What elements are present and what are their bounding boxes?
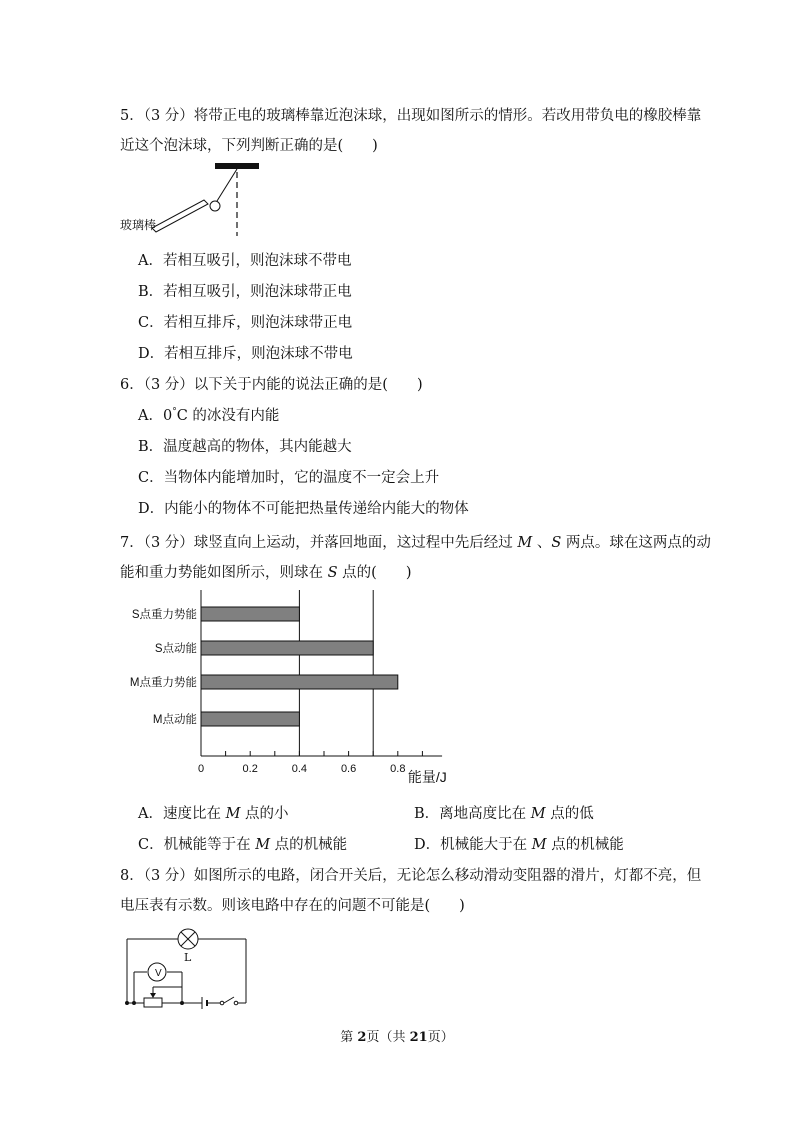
category-label: S点动能 (154, 643, 197, 655)
switch-icon (224, 997, 234, 1003)
x-tick-label: 0.8 (390, 763, 406, 775)
q7-opt-text: 点的机械能 (270, 837, 348, 853)
ceiling-bar (215, 163, 259, 169)
q7-opt-text: B．离地高度比在 (414, 806, 531, 822)
circuit-diagram (120, 925, 255, 1010)
q5-figure (120, 158, 290, 238)
q7-text: 点的( ) (337, 565, 412, 581)
var-s: S (551, 535, 562, 551)
lamp-label: L (184, 951, 192, 964)
switch-contact (220, 1001, 224, 1005)
x-tick-label: 0 (197, 763, 205, 775)
var-m: M (225, 806, 241, 822)
var-m: M (530, 806, 546, 822)
bar (201, 675, 398, 689)
q7-opt-text: 点的机械能 (546, 837, 624, 853)
q7-option-a (138, 802, 289, 823)
q7-text: 能和重力势能如图所示，则球在 (120, 565, 328, 581)
q6-option-a-rest: C 的冰没有内能 (176, 408, 280, 424)
junction-dot (132, 1001, 136, 1005)
switch-contact (234, 1001, 238, 1005)
bar (201, 607, 299, 621)
slider-arrowhead (150, 993, 156, 998)
degree-sign: ° (172, 407, 177, 418)
q7-opt-text: C．机械能等于在 (138, 837, 256, 853)
q6-option-d: D．内能小的物体不可能把热量传递给内能大的物体 (138, 501, 469, 517)
glass-rod (152, 200, 208, 232)
q7-option-d (414, 833, 624, 854)
junction-dot (125, 1001, 129, 1005)
q6-stem: 6．（3 分）以下关于内能的说法正确的是( ) (120, 377, 423, 393)
q6-option-b: B．温度越高的物体，其内能越大 (138, 439, 352, 455)
q7-text: 7．（3 分）球竖直向上运动，并落回地面，这过程中先后经过 (120, 535, 518, 551)
rheostat-icon (144, 998, 162, 1007)
bar (201, 712, 299, 726)
thread (217, 169, 237, 201)
x-tick-label: 0.6 (340, 763, 357, 775)
energy-bar-chart (120, 588, 500, 788)
q7-option-b (414, 802, 594, 823)
var-s: S (327, 565, 338, 581)
x-axis-label: 能量/J (407, 769, 447, 785)
footer-text: 页（共 (366, 1030, 410, 1045)
footer-text: 第 (340, 1030, 358, 1045)
q5-stem-line1: 5．（3 分）将带正电的玻璃棒靠近泡沫球，出现如图所示的情形。若改用带负电的橡胶棒靠 (120, 108, 702, 124)
category-label: S点重力势能 (131, 609, 197, 621)
var-m: M (531, 837, 547, 853)
q5-stem-line2: 近这个泡沫球，下列判断正确的是( ) (120, 138, 378, 154)
q5-option-d: D．若相互排斥，则泡沫球不带电 (138, 346, 353, 362)
foam-ball (210, 201, 220, 211)
glass-rod-label: 玻璃棒 (120, 218, 157, 232)
q7-option-c (138, 833, 347, 854)
q7-opt-text: A．速度比在 (138, 806, 226, 822)
var-m: M (255, 837, 271, 853)
q6-option-a-prefix: A． (138, 408, 163, 424)
bar (201, 641, 373, 655)
q7-sep: 、 (532, 535, 552, 551)
q7-opt-text: D．机械能大于在 (414, 837, 532, 853)
q7-stem-line2 (120, 561, 411, 582)
junction-dot (180, 1001, 184, 1005)
q7-stem-line1 (120, 531, 711, 552)
page-footer (0, 1026, 794, 1045)
q6-option-c: C．当物体内能增加时，它的温度不一定会上升 (138, 470, 440, 486)
q5-option-b: B．若相互吸引，则泡沫球带正电 (138, 284, 352, 300)
page-total: 21 (409, 1030, 428, 1045)
q7-opt-text: 点的小 (240, 806, 289, 822)
q7-text: 两点。球在这两点的动 (561, 535, 711, 551)
q5-option-a: A．若相互吸引，则泡沫球不带电 (138, 253, 352, 269)
category-label: M点重力势能 (129, 677, 197, 689)
category-label: M点动能 (152, 714, 197, 726)
q6-option-a-zero: 0 (162, 408, 173, 424)
var-m: M (517, 535, 533, 551)
page-number: 2 (357, 1030, 367, 1045)
q5-option-c: C．若相互排斥，则泡沫球带正电 (138, 315, 353, 331)
q7-opt-text: 点的低 (545, 806, 594, 822)
q8-stem-line1: 8．（3 分）如图所示的电路，闭合开关后，无论怎么移动滑动变阻器的滑片，灯都不亮，但 (120, 868, 702, 884)
x-tick-label: 0.4 (291, 763, 308, 775)
q8-stem-line2: 电压表有示数。则该电路中存在的问题不可能是( ) (120, 898, 465, 914)
footer-text: 页） (427, 1030, 454, 1045)
q6-option-a (138, 404, 279, 425)
x-tick-label: 0.2 (242, 763, 258, 775)
voltmeter-label: V (155, 968, 162, 979)
